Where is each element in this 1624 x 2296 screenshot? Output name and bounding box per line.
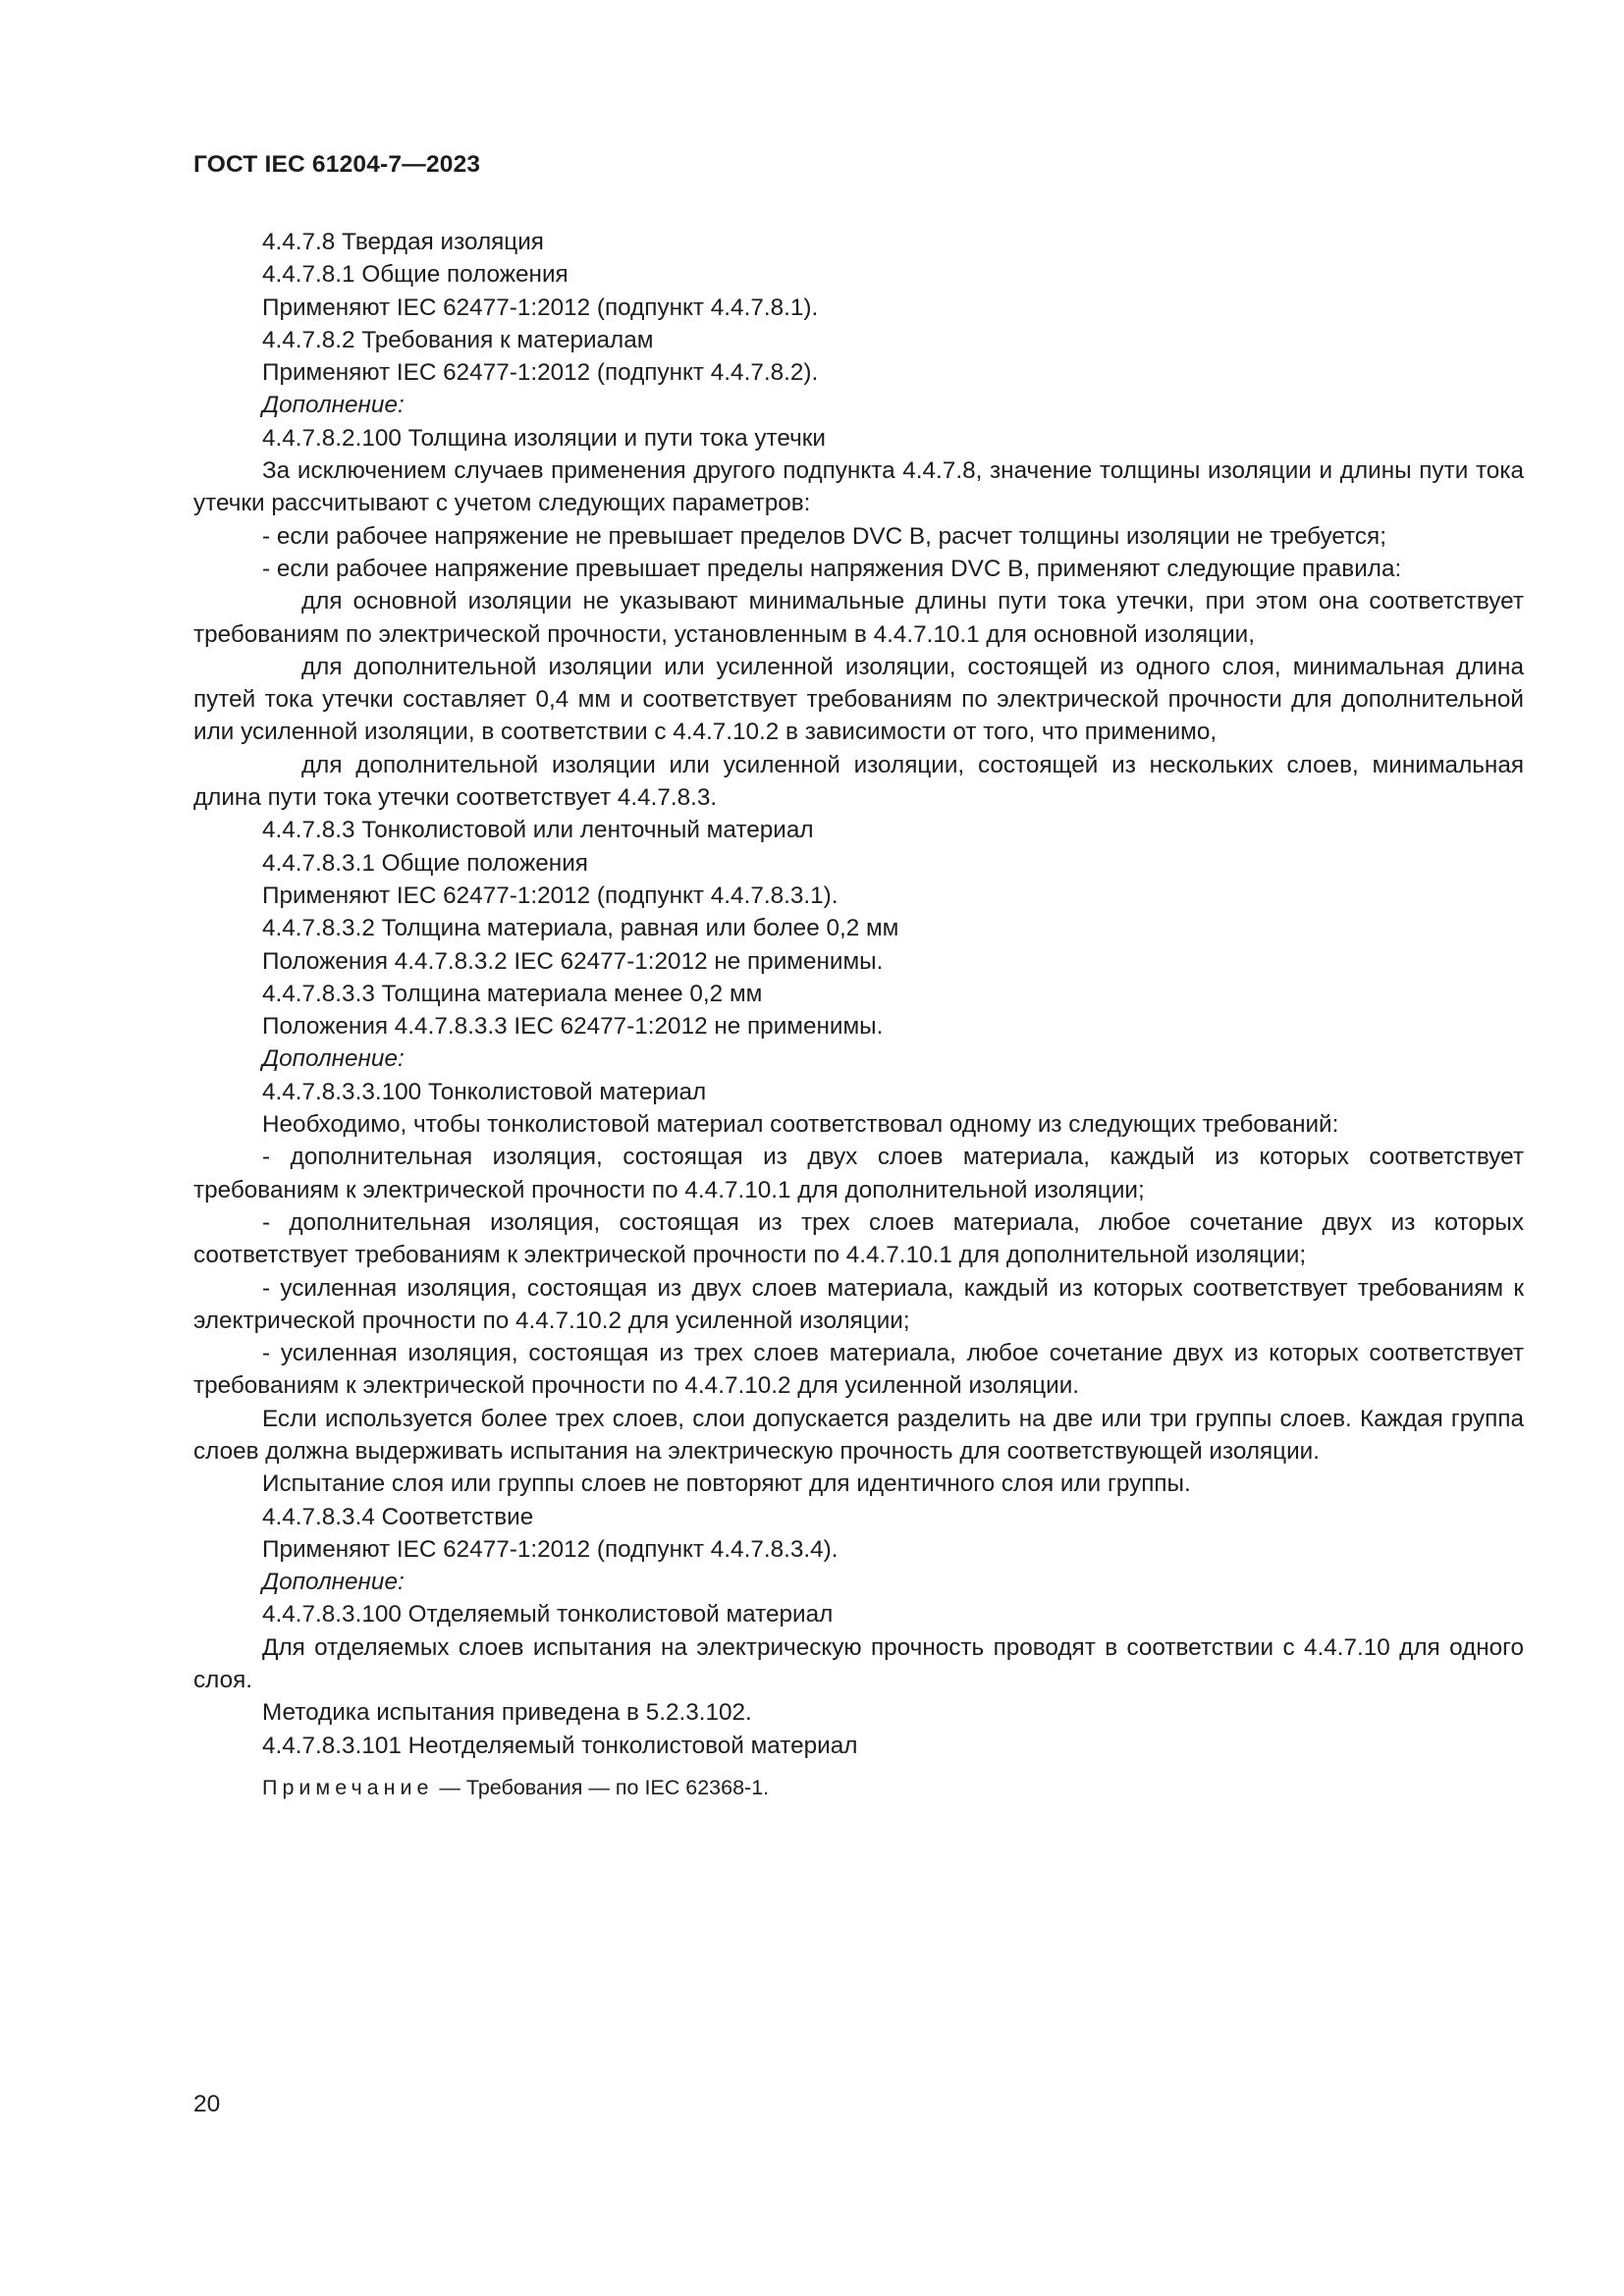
paragraph: За исключением случаев применения другого подпункта 4.4.7.8, значение толщины изоляции и длины пути тока утечки рассчитывают с учетом следующих параметров: bbox=[193, 457, 1524, 517]
subsection-heading: 4.4.7.8.3.2 Толщина материала, равная или более 0,2 мм bbox=[262, 915, 899, 942]
list-item: для основной изоляции не указывают минимальные длины пути тока утечки, при этом она соответствует требованиям по электрической прочности, установленным в 4.4.7.10.1 для основной изоляции, bbox=[193, 588, 1524, 648]
paragraph: Для отделяемых слоев испытания на электрическую прочность проводят в соответствии с 4.4.7.10 для одного слоя. bbox=[193, 1633, 1524, 1694]
list-item: - если рабочее напряжение не превышает пределов DVC B, расчет толщины изоляции не требуется; bbox=[262, 522, 1386, 550]
list-item: - дополнительная изоляция, состоящая из двух слоев материала, каждый из которых соответствует требованиям к электрической прочности по 4.4.7.10.1 для дополнительной изоляции; bbox=[193, 1144, 1524, 1203]
subsection-heading: 4.4.7.8.2 Требования к материалам bbox=[262, 326, 654, 353]
paragraph: Применяют IEC 62477-1:2012 (подпункт 4.4.7.8.2). bbox=[262, 359, 819, 387]
section-heading: 4.4.7.8.3 Тонколистовой или ленточный материал bbox=[262, 817, 814, 844]
paragraph: Применяют IEC 62477-1:2012 (подпункт 4.4.7.8.3.1). bbox=[262, 881, 839, 909]
addition-label: Дополнение: bbox=[262, 392, 405, 419]
addition-label: Дополнение: bbox=[262, 1045, 405, 1073]
paragraph: Положения 4.4.7.8.3.2 IEC 62477-1:2012 не применимы. bbox=[262, 947, 884, 975]
paragraph: Испытание слоя или группы слоев не повторяют для идентичного слоя или группы. bbox=[262, 1470, 1191, 1498]
list-item: - усиленная изоляция, состоящая из трех слоев материала, любое сочетание двух из которых соответствует требованиям к электрической прочности по 4.4.7.10.2 для усиленной изоляции. bbox=[193, 1340, 1524, 1400]
note-text: — Требования — по IEC 62368-1. bbox=[433, 1775, 770, 1799]
list-item: - если рабочее напряжение превышает пределы напряжения DVC B, применяют следующие правила: bbox=[262, 555, 1402, 582]
list-item: для дополнительной изоляции или усиленной изоляции, состоящей из нескольких слоев, минимальная длина пути тока утечки соответствует 4.4.7.8.3. bbox=[193, 751, 1524, 812]
page-number: 20 bbox=[193, 2091, 221, 2117]
list-item: для дополнительной изоляции или усиленной изоляции, состоящей из одного слоя, минимальная длина путей тока утечки составляет 0,4 мм и соответствует требованиям по электрической прочности для дополнительной или усиленной изоляции, в соответствии с 4.4.7.10.2 в зависимости от того, что применимо, bbox=[193, 653, 1524, 746]
paragraph: Необходимо, чтобы тонколистовой материал соответствовал одному из следующих требований: bbox=[262, 1111, 1339, 1139]
section-heading: 4.4.7.8 Твердая изоляция bbox=[262, 229, 544, 255]
addition-label: Дополнение: bbox=[262, 1569, 405, 1596]
subsection-heading: 4.4.7.8.3.1 Общие положения bbox=[262, 849, 588, 877]
paragraph: Методика испытания приведена в 5.2.3.102. bbox=[262, 1699, 752, 1727]
subsection-heading: 4.4.7.8.3.101 Неотделяемый тонколистовой материал bbox=[262, 1732, 858, 1759]
document-body bbox=[193, 226, 1524, 1804]
subsection-heading: 4.4.7.8.2.100 Толщина изоляции и пути тока утечки bbox=[262, 424, 826, 452]
note-label: Примечание bbox=[262, 1775, 434, 1799]
subsection-heading: 4.4.7.8.1 Общие положения bbox=[262, 261, 568, 289]
subsection-heading: 4.4.7.8.3.100 Отделяемый тонколистовой материал bbox=[262, 1601, 834, 1629]
list-item: - усиленная изоляция, состоящая из двух слоев материала, каждый из которых соответствует требованиям к электрической прочности по 4.4.7.10.2 для усиленной изоляции; bbox=[193, 1274, 1524, 1334]
subsection-heading: 4.4.7.8.3.4 Соответствие bbox=[262, 1503, 534, 1530]
list-item: - дополнительная изоляция, состоящая из трех слоев материала, любое сочетание двух из которых соответствует требованиям к электрической прочности по 4.4.7.10.1 для дополнительной изоляции; bbox=[193, 1208, 1524, 1269]
document-header: ГОСТ IEC 61204-7—2023 bbox=[193, 151, 481, 178]
paragraph: Применяют IEC 62477-1:2012 (подпункт 4.4.7.8.1). bbox=[262, 294, 819, 321]
subsection-heading: 4.4.7.8.3.3.100 Тонколистовой материал bbox=[262, 1078, 707, 1105]
subsection-heading: 4.4.7.8.3.3 Толщина материала менее 0,2 мм bbox=[262, 980, 763, 1007]
paragraph: Если используется более трех слоев, слои допускается разделить на две или три группы слоев. Каждая группа слоев должна выдерживать испытания на электрическую прочность для соответствующей изоляции. bbox=[193, 1405, 1524, 1465]
paragraph: Применяют IEC 62477-1:2012 (подпункт 4.4.7.8.3.4). bbox=[262, 1535, 839, 1563]
note bbox=[193, 1772, 1524, 1804]
paragraph: Положения 4.4.7.8.3.3 IEC 62477-1:2012 не применимы. bbox=[262, 1013, 884, 1041]
